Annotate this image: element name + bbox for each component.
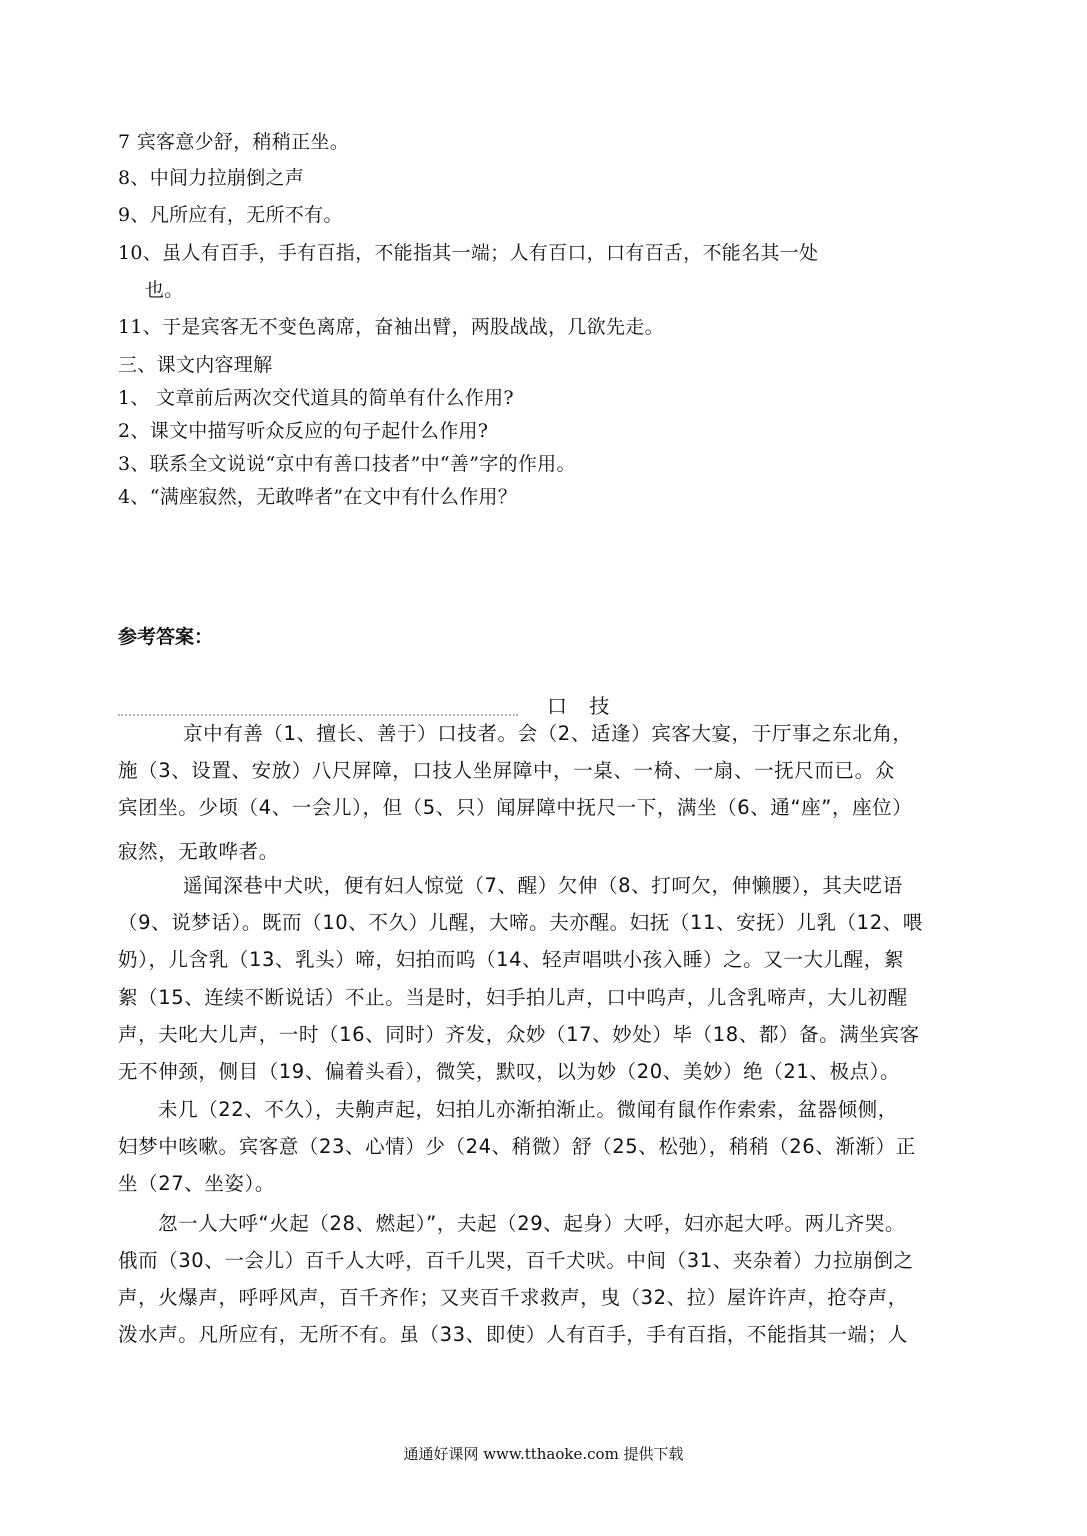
question-11: 11、于是宾客无不变色离席，奋袖出臂，两股战战，几欲先走。 <box>118 316 664 338</box>
understanding-question-2: 2、课文中描写听众反应的句子起什么作用? <box>118 420 489 442</box>
answer-line: 寂然，无敢哗者。 <box>118 840 279 863</box>
answer-line: 泼水声。凡所应有，无所不有。虽（33、即使）人有百手，手有百指，不能指其一端；人 <box>118 1323 908 1346</box>
answer-line: （9、说梦话）。既而（10、不久）儿醒，大啼。夫亦醒。妇抚（11、安抚）儿乳（12、喂 <box>118 911 923 934</box>
text-title: 口 技 <box>547 694 618 718</box>
answer-line: 宾团坐。少顷（4、一会儿），但（5、只）闻屏障中抚尺一下，满坐（6、通“座”，座位） <box>118 796 913 819</box>
answer-line: 忽一人大呼“火起（28、燃起）”，夫起（29、起身）大呼，妇亦起大呼。两儿齐哭。 <box>158 1212 906 1235</box>
understanding-question-4: 4、“满座寂然，无敢哗者”在文中有什么作用？ <box>118 486 518 508</box>
answer-line: 施（3、设置、安放）八尺屏障，口技人坐屏障中，一桌、一椅、一扇、一抚尺而已。众 <box>118 759 895 782</box>
answer-line: 奶），儿含乳（13、乳头）啼，妇拍而呜（14、轻声唱哄小孩入睡）之。又一大儿醒，絮 <box>118 948 904 971</box>
answer-line: 无不伸颈，侧目（19、偏着头看），微笑，默叹，以为妙（20、美妙）绝（21、极点）。 <box>118 1060 901 1083</box>
understanding-question-1: 1、 文章前后两次交代道具的简单有什么作用? <box>118 387 514 409</box>
answer-line: 俄而（30、一会儿）百千人大呼，百千儿哭，百千犬吠。中间（31、夹杂着）力拉崩倒之 <box>118 1249 914 1272</box>
question-10-line1: 10、虽人有百手，手有百指，不能指其一端；人有百口，口有百舌，不能名其一处 <box>118 242 819 264</box>
question-9: 9、凡所应有，无所不有。 <box>118 204 343 226</box>
answer-line: 声，夫叱大儿声，一时（16、同时）齐发，众妙（17、妙处）毕（18、都）备。满坐宾客 <box>118 1023 920 1046</box>
answer-line: 遥闻深巷中犬吠，便有妇人惊觉（7、醒）欠伸（8、打呵欠，伸懒腰），其夫呓语 <box>183 874 903 897</box>
understanding-question-3: 3、联系全文说说“京中有善口技者”中“善”字的作用。 <box>118 453 576 475</box>
answer-line: 妇梦中咳嗽。宾客意（23、心情）少（24、稍微）舒（25、松弛），稍稍（26、渐渐）正 <box>118 1135 916 1158</box>
answer-line: 絮（15、连续不断说话）不止。当是时，妇手拍儿声，口中呜声，儿含乳啼声，大儿初醒 <box>118 986 908 1009</box>
answer-line: 坐（27、坐姿）。 <box>118 1172 275 1195</box>
answer-line: 声，火爆声，呼呼风声，百千齐作；又夹百千求救声，曳（32、拉）屋许许声，抢夺声， <box>118 1286 908 1309</box>
answer-line: 未几（22、不久），夫齁声起，妇拍儿亦渐拍渐止。微闻有鼠作作索索，盆器倾侧， <box>158 1098 898 1121</box>
answers-heading: 参考答案： <box>118 626 214 648</box>
question-7: 7 宾客意少舒，稍稍正坐。 <box>118 131 350 153</box>
divider <box>118 710 518 716</box>
question-10-line2: 也。 <box>145 279 184 301</box>
question-8: 8、中间力拉崩倒之声 <box>118 167 305 189</box>
page-footer: 通通好课网 www.tthaoke.com 提供下载 <box>403 1445 684 1463</box>
answer-line: 京中有善（1、擅长、善于）口技者。会（2、适逢）宾客大宴，于厅事之东北角， <box>183 722 913 745</box>
section-heading: 三、课文内容理解 <box>118 354 273 376</box>
